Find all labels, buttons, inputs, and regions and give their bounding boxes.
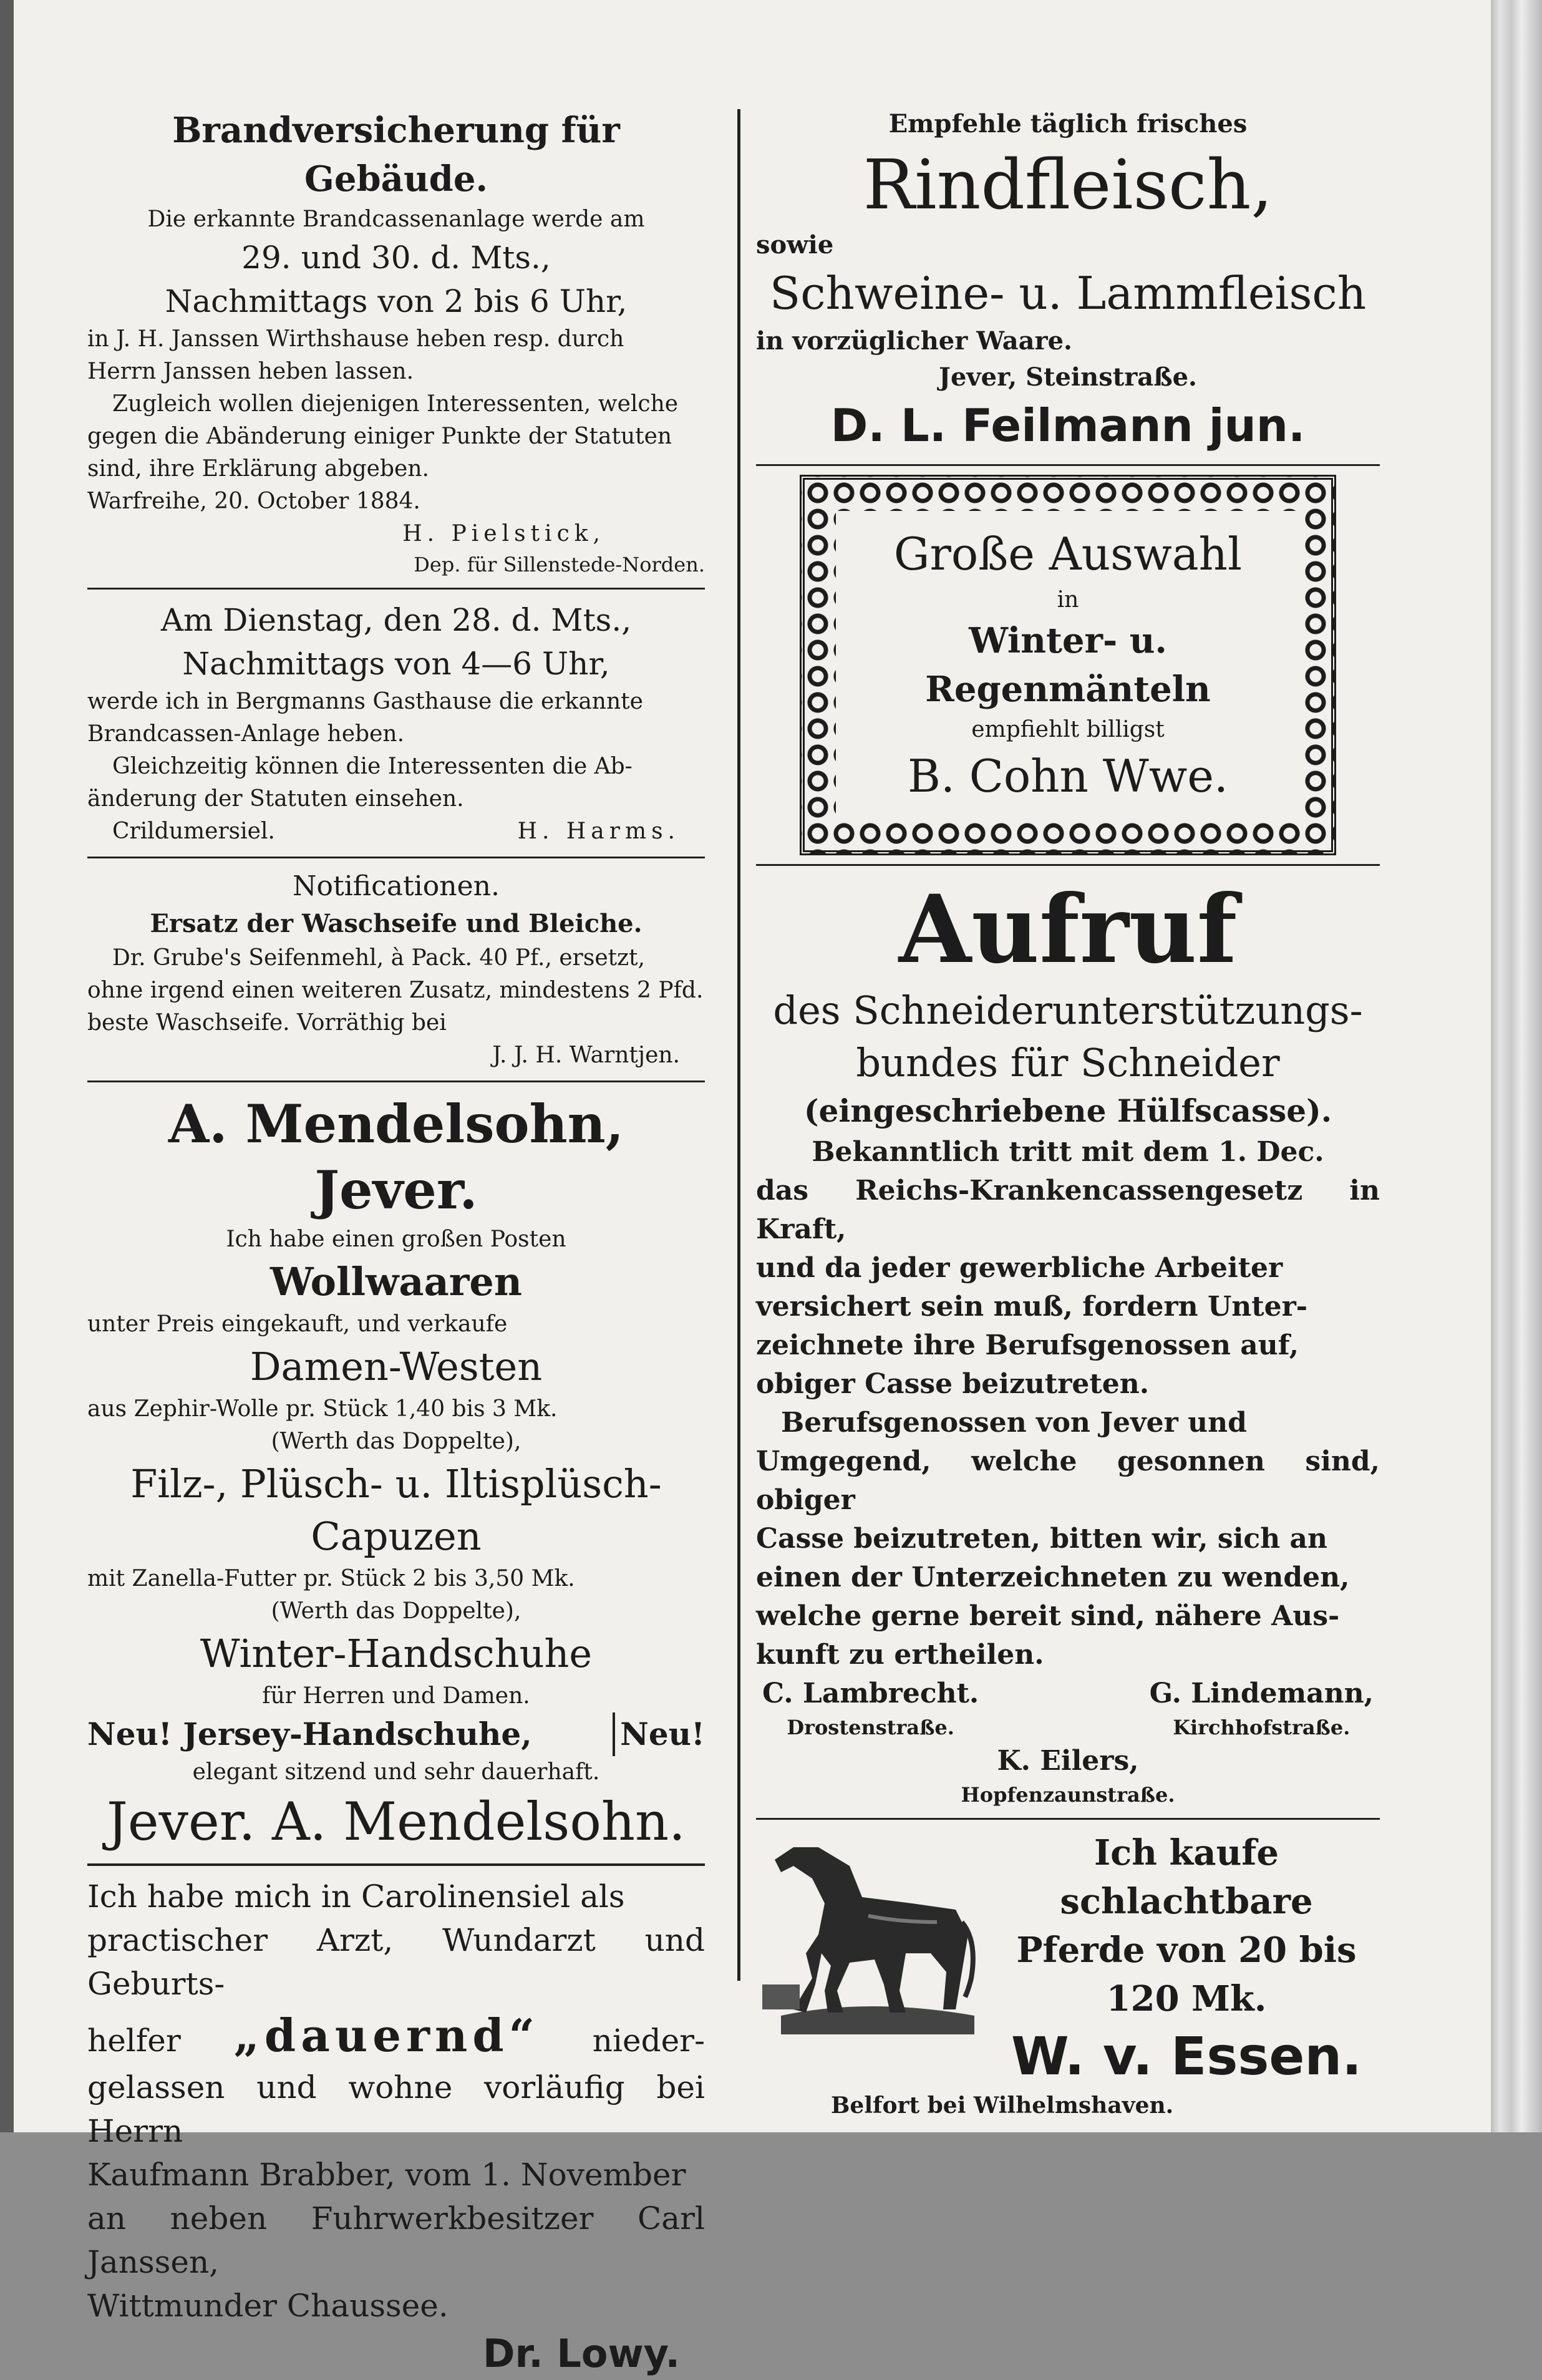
ad-line: aus Zephir-Wolle pr. Stück 1,40 bis 3 Mk.: [87, 1396, 558, 1422]
ad-line: Nachmittags von 2 bis 6 Uhr,: [165, 283, 628, 319]
ad-signature: Jever. A. Mendelsohn.: [107, 1791, 686, 1852]
ad-line: für Herren und Damen.: [262, 1683, 530, 1709]
ad-cohn-ornamental-frame: [800, 475, 1336, 855]
ad-line: Dr. Grube's Seifenmehl, à Pack. 40 Pf., ersetzt,: [112, 945, 645, 971]
divider: [87, 588, 705, 590]
horse-ad-row: [756, 1829, 1380, 2089]
ad-signature-row: [87, 815, 705, 848]
ad-signature: W. v. Essen.: [1011, 2026, 1362, 2087]
ad-line: kunft zu ertheilen.: [756, 1639, 1044, 1671]
divider: [756, 464, 1380, 466]
ad-headline: Pferde von 20 bis: [1016, 1930, 1357, 1971]
ad-line: Herrn Janssen heben lassen.: [87, 359, 414, 384]
ad-signature: H. Pielstick,: [402, 521, 605, 546]
ad-subtitle: (eingeschriebene Hülfscasse).: [803, 1092, 1332, 1129]
ad-line: Die erkannte Brandcassenanlage werde am: [147, 206, 645, 232]
ad-line: werde ich in Bergmanns Gasthause die erkannte: [87, 689, 643, 714]
ad-line: das Reichs-Krankencassengesetz in Kraft,: [756, 1175, 1380, 1245]
ad-line: helfer: [87, 2023, 181, 2059]
ad-headline: Große Auswahl: [893, 528, 1243, 580]
ad-signature-street: Hopfenzaunstraße.: [961, 1783, 1175, 1807]
ad-line: empfiehlt billigst: [971, 717, 1165, 742]
ad-signature: C. Lambrecht.: [762, 1678, 979, 1709]
ad-signature: H. Harms.: [517, 818, 680, 844]
ad-line: practischer Arzt, Wundarzt und Geburts-: [87, 1922, 705, 2002]
ad-line: Ich habe einen großen Posten: [226, 1226, 566, 1252]
ad-line: Am Dienstag, den 28. d. Mts.,: [160, 602, 632, 638]
ad-line: sind, ihre Erklärung abgeben.: [87, 456, 429, 482]
ad-line: in J. H. Janssen Wirthshause heben resp. durch: [87, 326, 624, 352]
ad-line: elegant sitzend und sehr dauerhaft.: [192, 1759, 600, 1785]
ad-headline: Winter-Handschuhe: [200, 1631, 593, 1676]
ad-horse-buyer: [756, 1829, 1380, 2122]
ad-line: unter Preis eingekauft, und verkaufe: [87, 1311, 508, 1337]
divider: [756, 864, 1380, 866]
ad-line: Brandcassen-Anlage heben.: [87, 721, 405, 747]
ad-line: (Werth das Doppelte),: [271, 1598, 521, 1624]
ad-line: Gleichzeitig können die Interessenten die Ab-: [112, 754, 633, 779]
ad-line: nieder-: [592, 2023, 705, 2059]
ad-line: einen der Unterzeichneten zu wenden,: [756, 1562, 1350, 1593]
ad-signature: J. J. H. Warntjen.: [492, 1042, 680, 1068]
ad-line: welche gerne bereit sind, nähere Aus-: [756, 1600, 1340, 1632]
ad-headline: Wollwaaren: [270, 1259, 522, 1304]
right-column: [756, 106, 1380, 2122]
ad-line: an neben Fuhrwerkbesitzer Carl Janssen,: [87, 2200, 705, 2280]
divider: [756, 1818, 1380, 1820]
ad-signature: D. L. Feilmann jun.: [830, 399, 1306, 452]
ad-line: sowie: [756, 230, 834, 260]
page-stack-edge: [1491, 0, 1542, 2132]
ad-line: 29. und 30. d. Mts.,: [241, 240, 551, 276]
divider: [87, 857, 705, 858]
ad-line: Jever, Steinstraße.: [939, 362, 1197, 392]
ad-headline: Neu!: [613, 1712, 705, 1756]
ad-emphasis: „dauernd“: [233, 2009, 540, 2062]
ad-line: gelassen und wohne vorläufig bei Herrn: [87, 2069, 705, 2149]
ad-line: Casse beizutreten, bitten wir, sich an: [756, 1523, 1328, 1555]
ad-headline: Winter- u. Regenmänteln: [925, 620, 1211, 710]
ad-signature: K. Eilers,: [997, 1745, 1139, 1777]
ad-headline: Capuzen: [311, 1513, 482, 1559]
newspaper-page: [14, 0, 1491, 2376]
ad-notifications: [87, 867, 705, 1072]
ad-fire-insurance: [87, 106, 705, 579]
column-rule: [737, 109, 740, 1981]
ad-line: (Werth das Doppelte),: [271, 1429, 521, 1454]
ad-line: Empfehle täglich frisches: [888, 109, 1248, 138]
ad-line: Bekanntlich tritt mit dem 1. Dec.: [812, 1136, 1324, 1168]
ad-signature-role: Dep. für Sillenstede-Norden.: [414, 553, 705, 576]
ad-line: Umgegend, welche gesonnen sind, obiger: [756, 1445, 1380, 1516]
ad-headline: Neu! Jersey-Handschuhe,: [87, 1716, 532, 1752]
ad-headline: Schweine- u. Lammfleisch: [769, 267, 1367, 319]
ad-line: zeichnete ihre Berufsgenossen auf,: [756, 1329, 1299, 1361]
ad-signature: Dr. Lowy.: [483, 2331, 680, 2376]
section-title: Notificationen.: [293, 870, 500, 902]
ad-place: Belfort bei Wilhelmshaven.: [831, 2092, 1174, 2119]
ad-line: änderung der Statuten einsehen.: [87, 786, 464, 812]
horse-illustration: [756, 1829, 981, 2034]
left-column: [87, 106, 705, 2380]
ad-place: Crildumersiel.: [112, 818, 275, 844]
ad-line: gegen die Abänderung einiger Punkte der Statuten: [87, 424, 672, 449]
horse-ad-text: [993, 1829, 1380, 2089]
ad-line: in vorzüglicher Waare.: [756, 326, 1072, 356]
ad-headline-row: [87, 1712, 705, 1756]
ad-headline: 120 Mk.: [1106, 1978, 1267, 2019]
ad-line: Kaufmann Brabber, vom 1. November: [87, 2157, 686, 2193]
ad-line: ohne irgend einen weiteren Zusatz, mindestens 2 Pfd.: [87, 978, 704, 1003]
divider: [87, 1081, 705, 1082]
ad-line: Ich habe mich in Carolinensiel als: [87, 1878, 625, 1915]
ad-headline: des Schneiderunterstützungs-: [773, 988, 1363, 1033]
ad-subtitle: Ersatz der Waschseife und Bleiche.: [150, 909, 642, 938]
signature-block: [762, 1674, 979, 1742]
ad-insurance-meeting: [87, 598, 705, 848]
binding-edge: [0, 0, 14, 2132]
ad-title: Brandversicherung für Gebäude.: [172, 110, 620, 200]
ad-line: mit Zanella-Futter pr. Stück 2 bis 3,50 Mk.: [87, 1566, 575, 1591]
ad-headline: Rindfleisch,: [863, 145, 1273, 225]
ad-headline: bundes für Schneider: [856, 1040, 1280, 1086]
divider: [87, 1863, 705, 1866]
ad-headline: Ich kaufe schlachtbare: [1060, 1832, 1313, 1922]
ad-cohn: [836, 511, 1300, 819]
ad-line: in: [1057, 587, 1079, 613]
ad-mendelsohn: [87, 1091, 705, 1855]
ad-signatures: [756, 1674, 1380, 1742]
ad-title: A. Mendelsohn, Jever.: [168, 1093, 624, 1221]
ad-butcher: [756, 106, 1380, 455]
ad-line: Zugleich wollen diejenigen Interessenten, welche: [112, 391, 679, 417]
ad-title: Aufruf: [898, 875, 1238, 984]
ad-doctor: [87, 1875, 705, 2380]
ad-signature: B. Cohn Wwe.: [908, 750, 1228, 802]
ad-line-row: [87, 2006, 705, 2066]
signature-block: [756, 1742, 1380, 1809]
ad-line: und da jeder gewerbliche Arbeiter: [756, 1252, 1283, 1284]
ad-line: obiger Casse beizutreten.: [756, 1368, 1150, 1400]
ad-headline: Damen-Westen: [250, 1344, 543, 1389]
signature-block: [1150, 1674, 1374, 1742]
ad-appeal: [756, 875, 1380, 1809]
ad-line: Wittmunder Chaussee.: [87, 2288, 449, 2324]
ad-line: versichert sein muß, fordern Unter-: [756, 1291, 1308, 1323]
ad-line: Nachmittags von 4—6 Uhr,: [182, 646, 610, 682]
ad-line: Berufsgenossen von Jever und: [781, 1407, 1247, 1439]
ad-signature-street: Drostenstraße.: [787, 1716, 954, 1739]
ad-dateline: Warfreihe, 20. October 1884.: [87, 488, 420, 514]
ad-signature-street: Kirchhofstraße.: [1173, 1716, 1350, 1739]
ad-line: beste Waschseife. Vorräthig bei: [87, 1010, 447, 1036]
ad-headline: Filz-, Plüsch- u. Iltisplüsch-: [130, 1461, 662, 1507]
ad-signature: G. Lindemann,: [1149, 1678, 1374, 1709]
